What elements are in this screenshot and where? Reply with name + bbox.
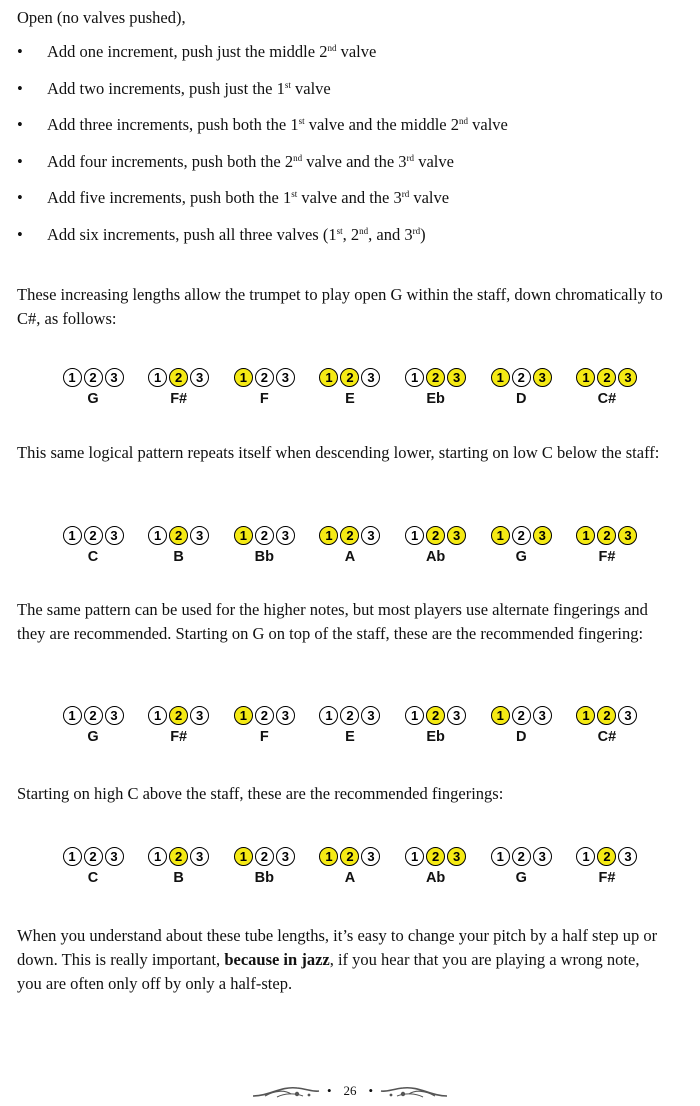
valve-open-icon: 2 <box>512 847 531 866</box>
valve-open-icon: 2 <box>255 847 274 866</box>
valve-group <box>575 368 638 387</box>
valve-open-icon: 3 <box>276 706 295 725</box>
increment-list <box>17 40 508 259</box>
valve-open-icon: 3 <box>533 847 552 866</box>
valve-pressed-icon: 2 <box>597 526 616 545</box>
fingering-chart <box>398 847 474 886</box>
valve-open-icon: 1 <box>319 706 338 725</box>
valve-group <box>404 368 467 387</box>
valve-group <box>147 847 210 866</box>
valve-pressed-icon: 2 <box>340 526 359 545</box>
valve-open-icon: 1 <box>63 706 82 725</box>
fingering-chart <box>141 847 217 886</box>
ordinal-suffix: nd <box>327 43 337 53</box>
fingering-chart <box>141 526 217 565</box>
note-name: D <box>516 729 527 745</box>
fingering-chart <box>55 526 131 565</box>
valve-pressed-icon: 2 <box>597 368 616 387</box>
note-name: G <box>87 729 99 745</box>
paragraph-high-c: Starting on high C above the staff, these are the recommended fingerings: <box>17 784 504 803</box>
valve-pressed-icon: 2 <box>169 526 188 545</box>
valve-open-icon: 1 <box>148 368 167 387</box>
note-name: C# <box>597 391 617 407</box>
fingering-chart <box>226 706 302 745</box>
note-name: E <box>345 729 355 745</box>
note-name: Bb <box>254 549 274 565</box>
valve-group <box>147 706 210 725</box>
valve-open-icon: 2 <box>340 706 359 725</box>
fingering-row-3 <box>55 706 645 745</box>
bullet-icon: • <box>17 115 23 134</box>
note-name: B <box>173 870 184 886</box>
fingering-chart <box>483 706 559 745</box>
bullet-item <box>17 186 508 223</box>
fingering-chart <box>483 526 559 565</box>
valve-pressed-icon: 2 <box>597 847 616 866</box>
fingering-chart <box>398 706 474 745</box>
note-name: A <box>344 549 356 565</box>
valve-open-icon: 2 <box>84 847 103 866</box>
bullet-text: Add two increments, push just the 1st valve <box>47 78 331 98</box>
note-name: G <box>87 391 99 407</box>
valve-open-icon: 3 <box>361 706 380 725</box>
fingering-chart <box>483 847 559 886</box>
valve-open-icon: 1 <box>148 847 167 866</box>
valve-open-icon: 3 <box>447 706 466 725</box>
valve-open-icon: 2 <box>84 368 103 387</box>
valve-open-icon: 3 <box>105 847 124 866</box>
valve-open-icon: 1 <box>405 526 424 545</box>
valve-group <box>62 526 125 545</box>
valve-pressed-icon: 1 <box>234 526 253 545</box>
valve-pressed-icon: 1 <box>491 368 510 387</box>
paragraph-tube-lengths <box>17 924 667 996</box>
valve-group <box>404 526 467 545</box>
fingering-row-1 <box>55 368 645 407</box>
valve-open-icon: 3 <box>190 706 209 725</box>
valve-pressed-icon: 2 <box>169 706 188 725</box>
valve-open-icon: 2 <box>512 706 531 725</box>
valve-group <box>318 706 381 725</box>
note-name: F# <box>598 549 616 565</box>
note-name: F# <box>170 391 188 407</box>
valve-pressed-icon: 1 <box>491 706 510 725</box>
ordinal-suffix: st <box>284 79 291 90</box>
fingering-chart <box>569 368 645 407</box>
valve-open-icon: 3 <box>105 706 124 725</box>
valve-group <box>404 706 467 725</box>
bullet-item <box>17 223 508 260</box>
note-name: F# <box>170 729 188 745</box>
valve-open-icon: 3 <box>618 706 637 725</box>
fingering-chart <box>483 368 559 407</box>
valve-pressed-icon: 2 <box>426 526 445 545</box>
ordinal-suffix: rd <box>406 152 415 163</box>
valve-open-icon: 3 <box>276 526 295 545</box>
valve-pressed-icon: 1 <box>576 368 595 387</box>
fingering-chart <box>398 526 474 565</box>
fingering-chart <box>141 706 217 745</box>
ordinal-suffix: st <box>336 225 343 236</box>
valve-group <box>147 526 210 545</box>
valve-open-icon: 1 <box>405 368 424 387</box>
fingering-chart <box>55 368 131 407</box>
bullet-icon: • <box>17 151 23 171</box>
valve-pressed-icon: 3 <box>533 368 552 387</box>
page-footer <box>0 1079 700 1103</box>
note-name: F <box>259 391 269 407</box>
note-name: D <box>516 391 527 407</box>
paragraph-chromatic: These increasing lengths allow the trumpet to play open G within the staff, down chromatically to C#, as follows: <box>17 285 663 328</box>
note-name: A <box>344 870 356 886</box>
valve-group <box>490 847 553 866</box>
fingering-chart <box>569 847 645 886</box>
valve-open-icon: 2 <box>84 706 103 725</box>
valve-pressed-icon: 1 <box>319 847 338 866</box>
valve-pressed-icon: 2 <box>426 706 445 725</box>
ordinal-suffix: st <box>291 189 298 199</box>
valve-pressed-icon: 2 <box>169 847 188 866</box>
valve-pressed-icon: 3 <box>618 526 637 545</box>
page-number: 26 <box>343 1083 357 1098</box>
valve-pressed-icon: 2 <box>426 368 445 387</box>
fingering-chart <box>141 368 217 407</box>
paragraph-tube-lengths-start: When you understand about these tube lengths, it’s easy to change your pitch by a half step up or down. This is really important, <box>17 926 658 969</box>
note-name: Bb <box>254 870 274 886</box>
valve-open-icon: 2 <box>255 526 274 545</box>
valve-open-icon: 1 <box>148 706 167 725</box>
bullet-icon: • <box>17 224 23 244</box>
valve-open-icon: 1 <box>63 847 82 866</box>
valve-group <box>575 526 638 545</box>
bullet-text: Add five increments, push both the 1st valve and the 3rd valve <box>47 188 450 207</box>
valve-open-icon: 3 <box>533 706 552 725</box>
ordinal-suffix: rd <box>401 189 410 199</box>
valve-open-icon: 3 <box>190 847 209 866</box>
bullet-text: Add six increments, push all three valves (1st, 2nd, and 3rd) <box>47 224 426 244</box>
valve-open-icon: 3 <box>276 368 295 387</box>
valve-group <box>62 706 125 725</box>
valve-pressed-icon: 2 <box>340 368 359 387</box>
footer-dot-left: • <box>326 1083 332 1098</box>
fingering-chart <box>55 847 131 886</box>
valve-group <box>490 706 553 725</box>
valve-pressed-icon: 3 <box>447 847 466 866</box>
fingering-chart <box>312 526 388 565</box>
intro-text: Open (no valves pushed), <box>17 8 186 27</box>
ordinal-suffix: nd <box>293 152 303 163</box>
paragraph-descending: This same logical pattern repeats itself when descending lower, starting on low C below the staff: <box>17 443 660 462</box>
valve-open-icon: 1 <box>576 847 595 866</box>
bullet-text: Add one increment, push just the middle 2nd valve <box>47 42 377 61</box>
fingering-chart <box>55 706 131 745</box>
note-name: Eb <box>426 729 445 745</box>
note-name: F <box>259 729 269 745</box>
valve-open-icon: 3 <box>276 847 295 866</box>
valve-open-icon: 1 <box>148 526 167 545</box>
valve-open-icon: 2 <box>255 706 274 725</box>
valve-group <box>490 368 553 387</box>
valve-pressed-icon: 2 <box>426 847 445 866</box>
valve-open-icon: 2 <box>512 526 531 545</box>
note-name: F# <box>598 870 616 886</box>
valve-group <box>404 847 467 866</box>
valve-open-icon: 1 <box>405 706 424 725</box>
note-name: C# <box>597 729 617 745</box>
fingering-row-2 <box>55 526 645 565</box>
valve-group <box>575 847 638 866</box>
fingering-chart <box>398 368 474 407</box>
valve-open-icon: 1 <box>63 526 82 545</box>
valve-open-icon: 3 <box>105 526 124 545</box>
bullet-item <box>17 150 508 187</box>
valve-group <box>318 526 381 545</box>
valve-open-icon: 3 <box>361 847 380 866</box>
note-name: Eb <box>426 391 445 407</box>
bullet-item <box>17 113 508 150</box>
bullet-icon: • <box>17 188 23 207</box>
bullet-item <box>17 77 508 114</box>
valve-pressed-icon: 1 <box>576 706 595 725</box>
bullet-text: Add four increments, push both the 2nd valve and the 3rd valve <box>47 151 454 171</box>
valve-group <box>233 368 296 387</box>
valve-pressed-icon: 1 <box>576 526 595 545</box>
valve-open-icon: 2 <box>512 368 531 387</box>
valve-open-icon: 3 <box>618 847 637 866</box>
fingering-chart <box>226 847 302 886</box>
valve-open-icon: 3 <box>105 368 124 387</box>
valve-pressed-icon: 1 <box>234 847 253 866</box>
valve-group <box>490 526 553 545</box>
bullet-text: Add three increments, push both the 1st valve and the middle 2nd valve <box>47 115 508 134</box>
valve-open-icon: 1 <box>405 847 424 866</box>
note-name: B <box>173 549 184 565</box>
bullet-item <box>17 40 508 77</box>
bullet-icon: • <box>17 78 23 98</box>
valve-group <box>233 847 296 866</box>
valve-group <box>318 368 381 387</box>
valve-open-icon: 2 <box>84 526 103 545</box>
valve-pressed-icon: 1 <box>491 526 510 545</box>
valve-open-icon: 1 <box>63 368 82 387</box>
note-name: G <box>515 870 527 886</box>
fingering-chart <box>569 526 645 565</box>
valve-group <box>147 368 210 387</box>
note-name: C <box>87 870 99 886</box>
ordinal-suffix: nd <box>459 116 469 126</box>
note-name: Ab <box>425 870 446 886</box>
valve-pressed-icon: 3 <box>533 526 552 545</box>
valve-pressed-icon: 3 <box>447 526 466 545</box>
fingering-chart <box>226 368 302 407</box>
note-name: E <box>345 391 355 407</box>
bullet-icon: • <box>17 42 23 61</box>
valve-pressed-icon: 1 <box>234 368 253 387</box>
valve-group <box>318 847 381 866</box>
jazz-emphasis: because in jazz <box>224 950 330 969</box>
right-ornament-icon <box>379 1082 449 1100</box>
valve-pressed-icon: 1 <box>319 368 338 387</box>
valve-pressed-icon: 3 <box>447 368 466 387</box>
footer-dot-right: • <box>368 1083 374 1098</box>
fingering-chart <box>226 526 302 565</box>
note-name: Ab <box>425 549 446 565</box>
valve-open-icon: 3 <box>361 526 380 545</box>
valve-group <box>62 847 125 866</box>
ordinal-suffix: st <box>298 116 305 126</box>
ordinal-suffix: rd <box>412 225 421 236</box>
valve-pressed-icon: 1 <box>319 526 338 545</box>
valve-pressed-icon: 1 <box>234 706 253 725</box>
valve-pressed-icon: 2 <box>597 706 616 725</box>
fingering-chart <box>312 706 388 745</box>
note-name: G <box>515 549 527 565</box>
valve-open-icon: 1 <box>491 847 510 866</box>
fingering-chart <box>312 847 388 886</box>
left-ornament-icon <box>251 1082 321 1100</box>
valve-pressed-icon: 2 <box>169 368 188 387</box>
valve-group <box>62 368 125 387</box>
valve-group <box>575 706 638 725</box>
valve-open-icon: 3 <box>361 368 380 387</box>
paragraph-higher-notes: The same pattern can be used for the higher notes, but most players use alternate fingerings and they are recommended. Starting on G on top of the staff, these are the recommended fingering: <box>17 600 648 643</box>
valve-pressed-icon: 3 <box>618 368 637 387</box>
valve-open-icon: 3 <box>190 526 209 545</box>
note-name: C <box>87 549 99 565</box>
valve-open-icon: 2 <box>255 368 274 387</box>
fingering-row-4 <box>55 847 645 886</box>
fingering-chart <box>312 368 388 407</box>
paragraph-tube-lengths-end: , if you hear that you are playing a wrong note, you are often only off by only a half-step. <box>17 950 640 993</box>
valve-open-icon: 3 <box>190 368 209 387</box>
valve-group <box>233 526 296 545</box>
ordinal-suffix: nd <box>359 225 369 236</box>
valve-group <box>233 706 296 725</box>
fingering-chart <box>569 706 645 745</box>
valve-pressed-icon: 2 <box>340 847 359 866</box>
